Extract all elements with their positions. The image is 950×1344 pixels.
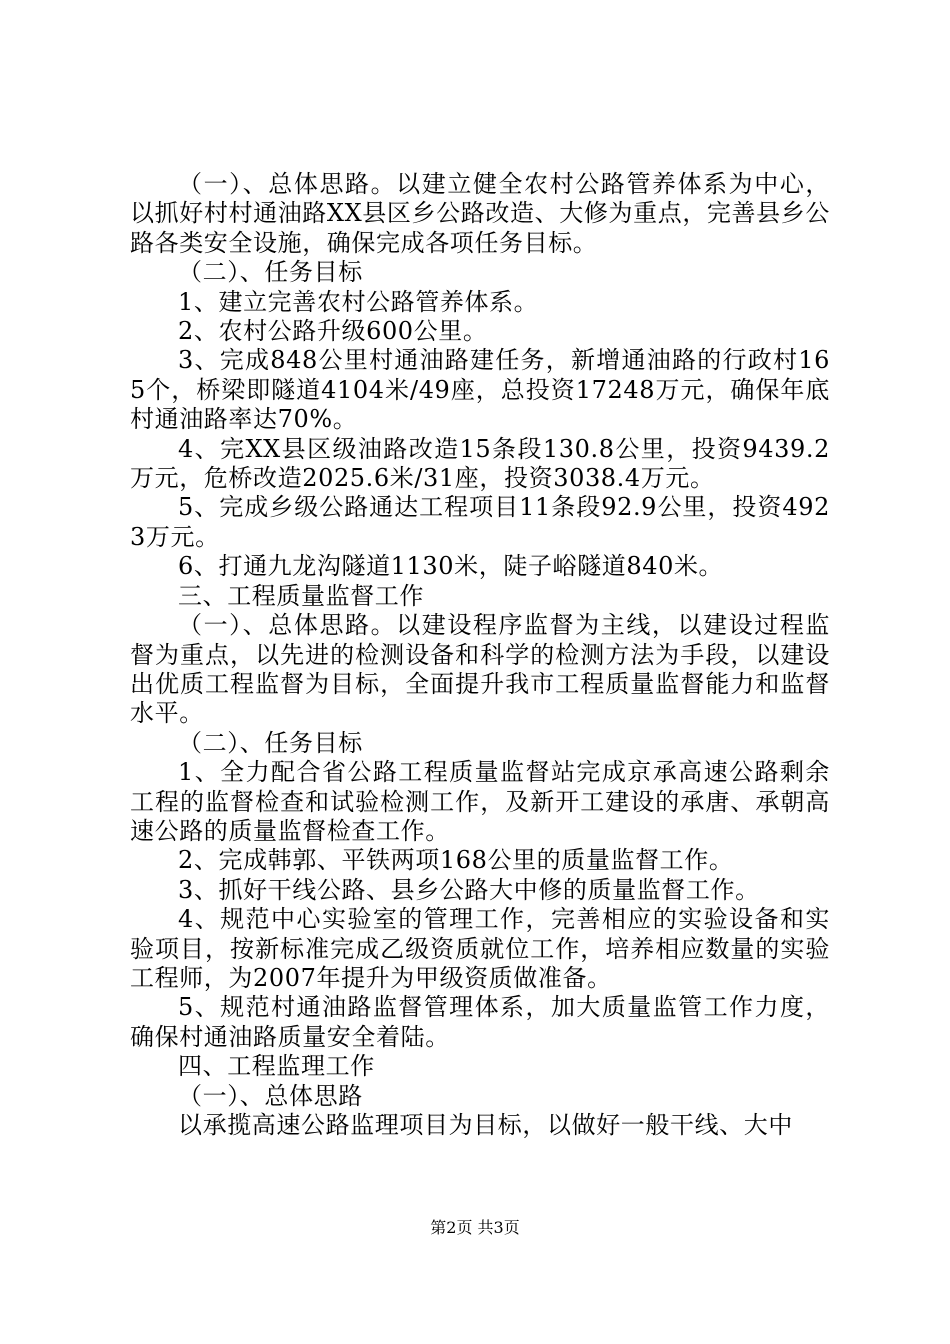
paragraph-19: 以承揽高速公路监理项目为目标，以做好一般干线、大中 (178, 1111, 793, 1139)
paragraph-15: 4、规范中心实验室的管理工作，完善相应的实验设备和实验项目，按新标准完成乙级资质就位工作，培养相应数量的实验工程师，为2007年提升为甲级资质做准备。 (130, 905, 830, 992)
paragraph-13: 2、完成韩郭、平铁两项168公里的质量监督工作。 (178, 846, 734, 875)
paragraph-6: 4、完XX县区级油路改造15条段130.8公里，投资9439.2万元，危桥改造2025.6米/31座，投资3038.4万元。 (130, 434, 830, 493)
paragraph-1: （一）、总体思路。以建立健全农村公路管养体系为中心，以抓好村村通油路XX县区乡公路改造、大修为重点，完善县乡公路各类安全设施，确保完成各项任务目标。 (130, 170, 830, 257)
paragraph-2: （二）、任务目标 (178, 258, 363, 287)
section-heading-4: 四、工程监理工作 (178, 1052, 375, 1081)
paragraph-5: 3、完成848公里村通油路建任务，新增通油路的行政村165个，桥梁即隧道4104米/49座，总投资17248万元，确保年底村通油路率达70%。 (130, 346, 830, 434)
section-heading-3: 三、工程质量监督工作 (178, 581, 424, 610)
paragraph-18: （一）、总体思路 (178, 1081, 363, 1110)
paragraph-14: 3、抓好干线公路、县乡公路大中修的质量监督工作。 (178, 875, 760, 904)
paragraph-16: 5、规范村通油路监督管理体系，加大质量监管工作力度，确保村通油路质量安全着陆。 (130, 993, 830, 1051)
paragraph-4: 2、农村公路升级600公里。 (178, 317, 488, 346)
page-footer: 第2页 共3页 (430, 1218, 520, 1237)
paragraph-7: 5、完成乡级公路通达工程项目11条段92.9公里，投资4923万元。 (130, 493, 830, 551)
paragraph-10: （一）、总体思路。以建设程序监督为主线，以建设过程监督为重点，以先进的检测设备和科学的检测方法为手段，以建设出优质工程监督为目标，全面提升我市工程质量监督能力和监督水平。 (130, 611, 830, 728)
document-body (130, 170, 830, 1140)
paragraph-8: 6、打通九龙沟隧道1130米，陡子峪隧道840米。 (178, 552, 724, 581)
paragraph-3: 1、建立完善农村公路管养体系。 (178, 287, 539, 316)
paragraph-11: （二）、任务目标 (178, 728, 363, 757)
paragraph-12: 1、全力配合省公路工程质量监督站完成京承高速公路剩余工程的监督检查和试验检测工作，及新开工建设的承唐、承朝高速公路的质量监督检查工作。 (130, 758, 830, 845)
